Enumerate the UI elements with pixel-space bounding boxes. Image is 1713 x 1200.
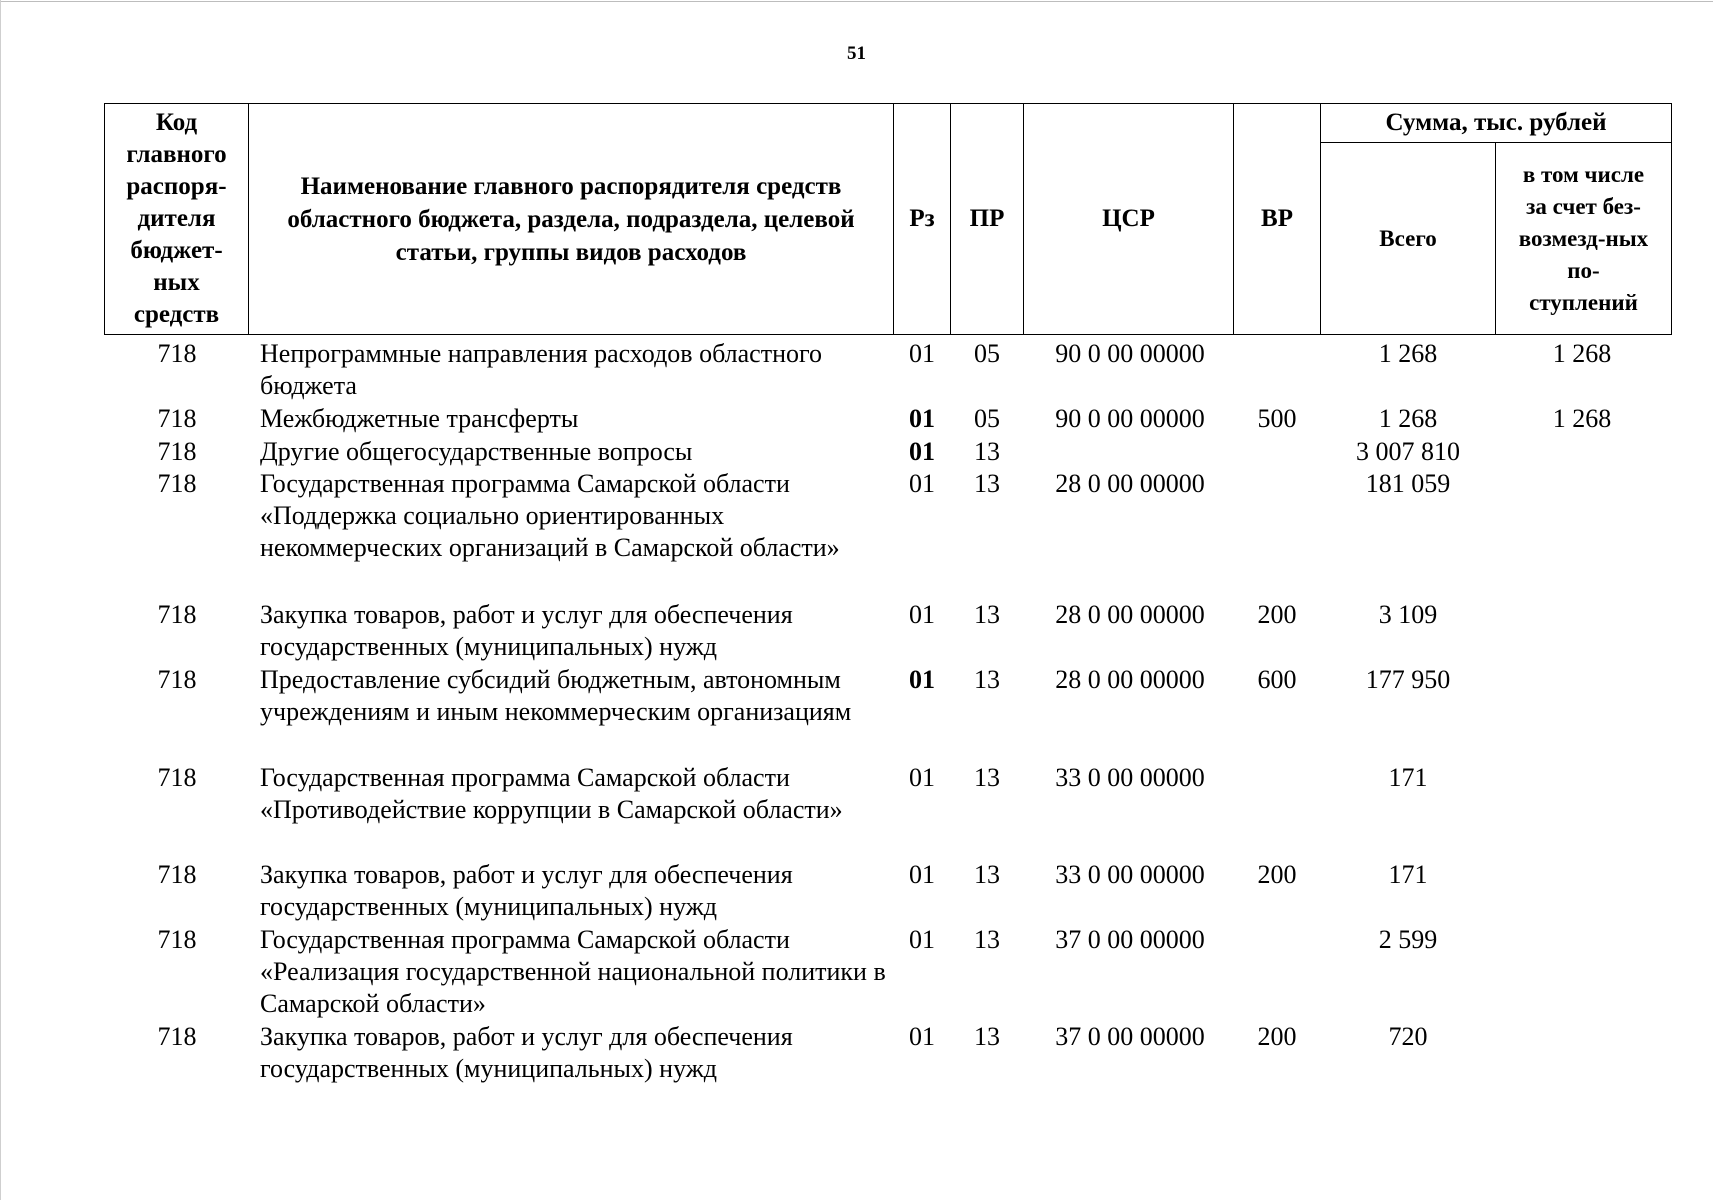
cell-vr: 200 <box>1257 1022 1297 1051</box>
cell-pr: 13 <box>974 600 1000 629</box>
page-number: 51 <box>847 43 866 64</box>
cell-pr: 13 <box>974 1022 1000 1051</box>
cell-total: 1 268 <box>1378 404 1438 433</box>
cell-total: 177 950 <box>1365 665 1451 694</box>
cell-pr: 05 <box>974 404 1000 433</box>
header-csr: ЦСР <box>1024 104 1234 335</box>
cell-rz: 01 <box>909 339 935 368</box>
scan-edge-top <box>0 1 1713 2</box>
cell-csr: 28 0 00 00000 <box>1055 600 1205 629</box>
cell-total: 171 <box>1388 860 1428 889</box>
cell-code: 718 <box>157 1022 197 1051</box>
cell-rz: 01 <box>909 404 935 433</box>
cell-code: 718 <box>157 600 197 629</box>
cell-pr: 13 <box>974 860 1000 889</box>
cell-pr: 13 <box>974 437 1000 466</box>
cell-code: 718 <box>157 404 197 433</box>
header-sum: Сумма, тыс. рублей <box>1321 104 1672 143</box>
cell-pr: 05 <box>974 339 1000 368</box>
cell-name: Закупка товаров, работ и услуг для обеспечения государственных (муниципальных) нужд <box>260 1022 793 1083</box>
header-code-text: Код главного распоря-дителя бюджет-ных средств <box>126 109 227 328</box>
cell-pr: 13 <box>974 763 1000 792</box>
cell-code: 718 <box>157 763 197 792</box>
cell-csr: 37 0 00 00000 <box>1055 925 1205 954</box>
cell-total: 3 007 810 <box>1356 437 1460 466</box>
cell-name: Другие общегосударственные вопросы <box>260 437 693 466</box>
cell-name: Непрограммные направления расходов областного бюджета <box>260 339 822 400</box>
header-rz: Рз <box>894 104 951 335</box>
cell-csr: 90 0 00 00000 <box>1055 339 1205 368</box>
header-name-text: Наименование главного распорядителя средств областного бюджета, раздела, подраздела, целевой статьи, группы видов расходов <box>287 172 855 266</box>
cell-free: 1 268 <box>1552 404 1612 433</box>
cell-code: 718 <box>157 437 197 466</box>
cell-rz: 01 <box>909 665 935 694</box>
cell-rz: 01 <box>909 860 935 889</box>
cell-rz: 01 <box>909 763 935 792</box>
cell-code: 718 <box>157 339 197 368</box>
cell-rz: 01 <box>909 469 935 498</box>
cell-pr: 13 <box>974 469 1000 498</box>
cell-vr: 200 <box>1257 860 1297 889</box>
cell-vr: 500 <box>1257 404 1297 433</box>
cell-total: 171 <box>1388 763 1428 792</box>
header-total: Всего <box>1321 143 1496 335</box>
cell-rz: 01 <box>909 1022 935 1051</box>
cell-name: Предоставление субсидий бюджетным, автономным учреждениям и иным некоммерческим организациям <box>260 665 852 726</box>
cell-csr: 28 0 00 00000 <box>1055 665 1205 694</box>
budget-table-header <box>104 103 1672 335</box>
cell-pr: 13 <box>974 925 1000 954</box>
header-code <box>105 104 249 335</box>
cell-code: 718 <box>157 469 197 498</box>
cell-name: Государственная программа Самарской области «Реализация государственной национальной политики в Самарской области» <box>260 925 886 1018</box>
cell-name: Государственная программа Самарской области «Противодействие коррупции в Самарской области» <box>260 763 843 824</box>
cell-vr: 200 <box>1257 600 1297 629</box>
cell-pr: 13 <box>974 665 1000 694</box>
cell-name: Государственная программа Самарской области «Поддержка социально ориентированных некоммерческих организаций в Самарской области» <box>260 469 840 562</box>
cell-total: 1 268 <box>1378 339 1438 368</box>
header-name <box>249 104 894 335</box>
cell-vr: 600 <box>1257 665 1297 694</box>
header-free-text: в том числе за счет без-возмезд-ных по-ступлений <box>1518 161 1649 315</box>
cell-code: 718 <box>157 665 197 694</box>
cell-csr: 37 0 00 00000 <box>1055 1022 1205 1051</box>
cell-csr: 90 0 00 00000 <box>1055 404 1205 433</box>
cell-rz: 01 <box>909 437 935 466</box>
cell-total: 720 <box>1388 1022 1428 1051</box>
header-vr: ВР <box>1234 104 1321 335</box>
cell-rz: 01 <box>909 925 935 954</box>
cell-total: 181 059 <box>1365 469 1451 498</box>
cell-total: 2 599 <box>1378 925 1438 954</box>
cell-csr: 28 0 00 00000 <box>1055 469 1205 498</box>
cell-name: Закупка товаров, работ и услуг для обеспечения государственных (муниципальных) нужд <box>260 600 793 661</box>
cell-code: 718 <box>157 925 197 954</box>
header-free <box>1496 143 1672 335</box>
header-pr: ПР <box>951 104 1024 335</box>
cell-total: 3 109 <box>1378 600 1438 629</box>
cell-code: 718 <box>157 860 197 889</box>
scan-edge-left <box>0 0 1 1200</box>
cell-free: 1 268 <box>1552 339 1612 368</box>
cell-csr: 33 0 00 00000 <box>1055 763 1205 792</box>
cell-name: Межбюджетные трансферты <box>260 404 579 433</box>
cell-csr: 33 0 00 00000 <box>1055 860 1205 889</box>
cell-rz: 01 <box>909 600 935 629</box>
cell-name: Закупка товаров, работ и услуг для обеспечения государственных (муниципальных) нужд <box>260 860 793 921</box>
